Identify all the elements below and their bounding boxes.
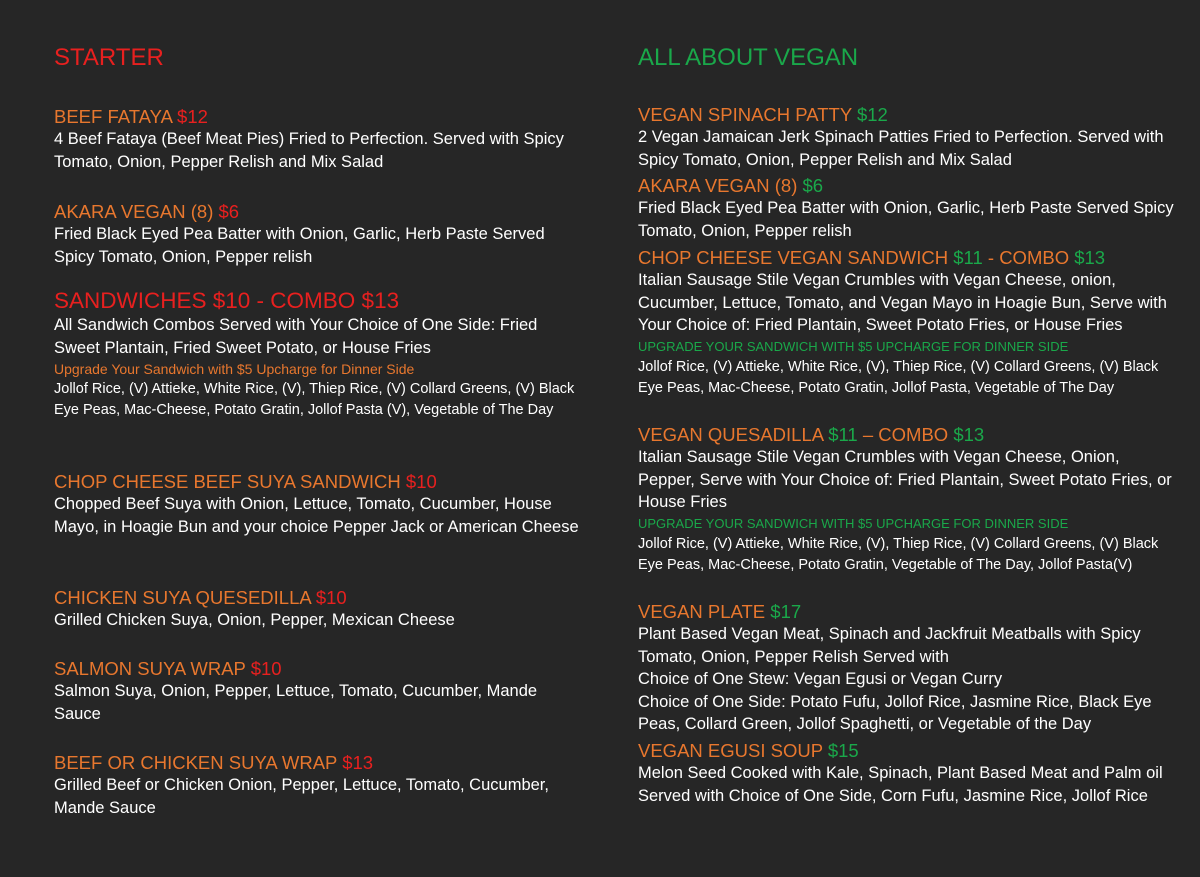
item-name: BEEF FATAYA $12 <box>54 106 208 127</box>
item-price: $12 <box>856 104 888 125</box>
item-description: Italian Sausage Stile Vegan Crumbles with Vegan Cheese, onion, Cucumber, Lettuce, Tomato, and Vegan Mayo in Hoagie Bun, Serve with Your Choice of: Fried Plantain, Sweet Potato Fries, or House Fries <box>638 271 1167 334</box>
upgrade-note: UPGRADE YOUR SANDWICH WITH $5 UPCHARGE FOR DINNER SIDE <box>638 338 1069 354</box>
item-name: AKARA VEGAN (8) $6 <box>54 201 240 222</box>
item-name: CHOP CHEESE VEGAN SANDWICH $11 - COMBO $13 <box>638 247 1106 268</box>
item-name: BEEF OR CHICKEN SUYA WRAP $13 <box>54 752 374 773</box>
item-price: $6 <box>802 175 824 196</box>
menu-item-salmon-wrap <box>54 658 584 725</box>
item-price: $10 <box>405 471 437 492</box>
item-name: CHICKEN SUYA QUESEDILLA $10 <box>54 587 347 608</box>
item-description: Fried Black Eyed Pea Batter with Onion, Garlic, Herb Paste Served Spicy Tomato, Onion, Pepper relish <box>638 199 1174 240</box>
item-price: $12 <box>177 106 208 127</box>
menu-item-chop-cheese-vegan <box>638 247 1178 399</box>
dinner-sides-list: Jollof Rice, (V) Attieke, White Rice, (V), Thiep Rice, (V) Collard Greens, (V) Black Eye Peas, Mac-Cheese, Potato Gratin, Jollof Pasta, Vegetable of The Day <box>638 358 1159 396</box>
menu-item-vegan-spinach-patty <box>638 104 1178 171</box>
menu-item-vegan-plate <box>638 601 1178 736</box>
menu-item-beef-chicken-wrap <box>54 752 584 819</box>
side-choice: Choice of One Side: Potato Fufu, Jollof Rice, Jasmine Rice, Black Eye Peas, Collard Green, Jollof Spaghetti, or Vegetable of the Day <box>638 692 1152 733</box>
item-name: SALMON SUYA WRAP $10 <box>54 658 282 679</box>
item-price: $11 <box>828 424 858 445</box>
item-description: Grilled Beef or Chicken Onion, Pepper, Lettuce, Tomato, Cucumber, Mande Sauce <box>54 776 549 817</box>
sandwiches-description: All Sandwich Combos Served with Your Choice of One Side: Fried Sweet Plantain, Fried Sweet Potato, or House Fries <box>54 316 538 357</box>
menu-item-akara-vegan <box>54 201 584 268</box>
item-description: Plant Based Vegan Meat, Spinach and Jackfruit Meatballs with Spicy Tomato, Onion, Pepper Relish Served with <box>638 625 1141 666</box>
item-price: $13 <box>342 752 374 773</box>
item-price: $15 <box>827 740 859 761</box>
item-name: CHOP CHEESE BEEF SUYA SANDWICH $10 <box>54 471 437 492</box>
dinner-sides-list: Jollof Rice, (V) Attieke, White Rice, (V), Thiep Rice, (V) Collard Greens, (V) Black Eye Peas, Mac-Cheese, Potato Gratin, Vegetable of The Day, Jollof Pasta(V) <box>638 535 1159 573</box>
starter-title: STARTER <box>54 44 164 71</box>
sandwiches-section <box>54 288 584 421</box>
menu-item-vegan-egusi-soup <box>638 740 1178 807</box>
upgrade-note: Upgrade Your Sandwich with $5 Upcharge for Dinner Side <box>54 361 415 377</box>
menu-item-chicken-quesadilla <box>54 587 584 632</box>
item-price: $17 <box>770 601 802 622</box>
menu-item-akara-vegan <box>638 175 1178 242</box>
item-description: 2 Vegan Jamaican Jerk Spinach Patties Fried to Perfection. Served with Spicy Tomato, Onion, Pepper Relish and Mix Salad <box>638 128 1164 169</box>
item-description: Fried Black Eyed Pea Batter with Onion, Garlic, Herb Paste Served Spicy Tomato, Onion, Pepper relish <box>54 225 545 266</box>
sandwiches-heading: SANDWICHES $10 - COMBO $13 <box>54 288 400 313</box>
vegan-title: ALL ABOUT VEGAN <box>638 44 859 71</box>
upgrade-note: UPGRADE YOUR SANDWICH WITH $5 UPCHARGE FOR DINNER SIDE <box>638 515 1069 531</box>
item-description: Salmon Suya, Onion, Pepper, Lettuce, Tomato, Cucumber, Mande Sauce <box>54 682 538 723</box>
item-name: AKARA VEGAN (8) $6 <box>638 175 824 196</box>
item-price: $10 <box>315 587 347 608</box>
item-description: 4 Beef Fataya (Beef Meat Pies) Fried to Perfection. Served with Spicy Tomato, Onion, Pepper Relish and Mix Salad <box>54 130 564 171</box>
item-description: Chopped Beef Suya with Onion, Lettuce, Tomato, Cucumber, House Mayo, in Hoagie Bun and your choice Pepper Jack or American Cheese <box>54 495 579 536</box>
item-description: Grilled Chicken Suya, Onion, Pepper, Mexican Cheese <box>54 611 455 629</box>
item-name: VEGAN EGUSI SOUP $15 <box>638 740 859 761</box>
item-description: Melon Seed Cooked with Kale, Spinach, Plant Based Meat and Palm oil Served with Choice of One Side, Corn Fufu, Jasmine Rice, Jollof Rice <box>638 764 1163 805</box>
item-name: VEGAN PLATE $17 <box>638 601 802 622</box>
item-description: Italian Sausage Stile Vegan Crumbles with Vegan Cheese, Onion, Pepper, Serve with Your Choice of: Fried Plantain, Sweet Potato Fries, or House Fries <box>638 448 1172 511</box>
menu-item-chop-cheese-beef <box>54 471 584 538</box>
item-price: $11 <box>953 247 983 268</box>
combo-price: $13 <box>1074 247 1106 268</box>
item-price: $10 <box>250 658 282 679</box>
menu-item-beef-fataya <box>54 106 584 173</box>
item-name: VEGAN QUESADILLA $11 – COMBO $13 <box>638 424 985 445</box>
item-name: VEGAN SPINACH PATTY $12 <box>638 104 888 125</box>
stew-choice: Choice of One Stew: Vegan Egusi or Vegan Curry <box>638 670 1003 688</box>
menu-item-vegan-quesadilla <box>638 424 1178 576</box>
combo-price: $13 <box>953 424 985 445</box>
item-price: $6 <box>218 201 240 222</box>
dinner-sides-list: Jollof Rice, (V) Attieke, White Rice, (V), Thiep Rice, (V) Collard Greens, (V) Black Eye Peas, Mac-Cheese, Potato Gratin, Jollof Pasta (V), Vegetable of The Day <box>54 381 575 418</box>
